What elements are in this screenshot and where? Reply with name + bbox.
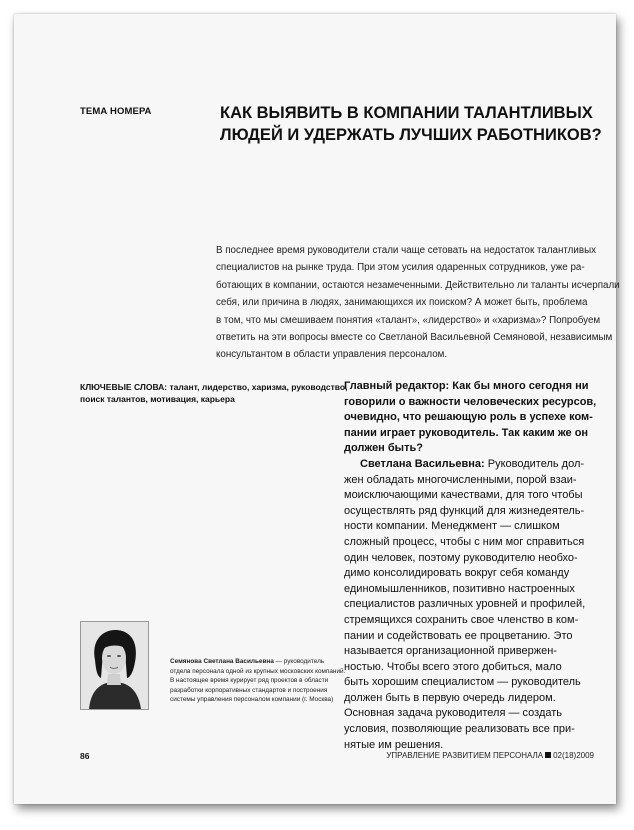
answer-line: быть хорошим специалистом — руководитель — [344, 676, 581, 689]
lead-line: себя, или причина в людях, занимающихся их поиском? А может быть, проблема — [216, 297, 588, 309]
portrait-image — [81, 622, 148, 709]
question-line: должен быть? — [344, 442, 423, 455]
lead-line: ботающих в компании, остаются незамеченными. Действительно ли таланты исчерпали — [216, 279, 620, 291]
answer-text: Руководитель дол- — [484, 457, 585, 470]
article-lead — [216, 242, 620, 364]
lead-line: ответить на эти вопросы вместе со Светланой Васильевной Семяновой, независимым — [216, 332, 613, 344]
answer-line: условия, позволяющие реализовать все при- — [344, 723, 575, 736]
answer-line: один человек, поэтому руководителю необхо- — [344, 551, 578, 564]
speaker-name: Светлана Васильевна: — [360, 457, 485, 470]
answer-line: моисключающими качествами, для того чтобы — [344, 489, 583, 502]
question-line: говорили о важности человеческих ресурсов, — [344, 395, 597, 408]
issue-number: 02(18)2009 — [553, 751, 594, 760]
answer-line: ностью. Чтобы всего этого добиться, мало — [344, 660, 562, 673]
magazine-page — [14, 14, 620, 804]
title-line: КАК ВЫЯВИТЬ В КОМПАНИИ ТАЛАНТЛИВЫХ — [220, 104, 593, 122]
title-line: ЛЮДЕЙ И УДЕРЖАТЬ ЛУЧШИХ РАБОТНИКОВ? — [220, 126, 602, 144]
caption-line: системы управления персоналом компании (г. Москва) — [170, 696, 334, 704]
author-photo — [80, 621, 149, 710]
caption-line: разработки корпоративных стандартов и построения — [170, 686, 328, 694]
answer-line: стремящихся сохранить свое членство в ком- — [344, 613, 579, 626]
answer-line: димо консолидировать вокруг себя команду — [344, 567, 570, 580]
caption-first-line — [170, 657, 355, 667]
square-bullet-icon — [545, 752, 551, 758]
answer-line: осуществлять ряд функций для жизнедеятель- — [344, 504, 585, 517]
question-line: Главный редактор: Как бы много сегодня ни — [344, 380, 589, 392]
page-number: 86 — [80, 751, 90, 761]
answer-line: сложный процесс, чтобы с ним мог справиться — [344, 535, 585, 548]
journal-name: УПРАВЛЕНИЕ РАЗВИТИЕМ ПЕРСОНАЛА — [386, 751, 544, 760]
lead-line: специалистов на рынке труда. При этом усилия одаренных сотрудников, уже ра- — [216, 262, 585, 274]
answer-line: пании и содействовать ее процветанию. Это — [344, 629, 573, 642]
article-title — [220, 102, 600, 146]
expert-answer — [344, 457, 614, 753]
editor-question — [344, 379, 614, 457]
caption-line: отдела персонала одной из крупных московских компаний. — [170, 667, 346, 675]
running-footer — [386, 751, 594, 760]
section-rubric: ТЕМА НОМЕРА — [80, 106, 152, 117]
answer-line: единомышленников, позитивно настроенных — [344, 582, 575, 595]
caption-line: В настоящее время курирует ряд проектов в области — [170, 677, 329, 685]
question-line: пании играет руководитель. Так каким же он — [344, 426, 589, 439]
keywords-line: КЛЮЧЕВЫЕ СЛОВА: талант, лидерство, харизма, руководство, — [80, 382, 348, 392]
answer-line: специалистов различных уровней и профилей, — [344, 598, 586, 611]
keywords — [80, 381, 348, 405]
lead-line: в том, что мы смешиваем понятия «талант», «лидерство» и «харизма»? Попробуем — [216, 314, 601, 326]
caption-name: Семянова Светлана Васильевна — [170, 658, 274, 665]
answer-line: нятые им решения. — [344, 738, 444, 751]
photo-caption — [170, 657, 355, 705]
answer-line: Основная задача руководителя — создать — [344, 707, 563, 720]
lead-line: консультантом в области управления персоналом. — [216, 349, 448, 361]
answer-line: ности компании. Менеджмент — слишком — [344, 520, 560, 533]
caption-text: — руководитель — [273, 658, 325, 665]
answer-line: жен обладать многочисленными, порой взаи- — [344, 473, 577, 486]
answer-line: называется организационной привержен- — [344, 645, 557, 658]
interview-body — [344, 379, 614, 753]
answer-first-line — [344, 457, 614, 473]
question-line: очевидно, что решающую роль в успехе ком- — [344, 411, 593, 424]
answer-line: должен быть в первую очередь лидером. — [344, 691, 556, 704]
lead-line: В последнее время руководители стали чаще сетовать на недостаток талантливых — [216, 245, 597, 256]
keywords-line: поиск талантов, мотивация, карьера — [80, 394, 235, 404]
